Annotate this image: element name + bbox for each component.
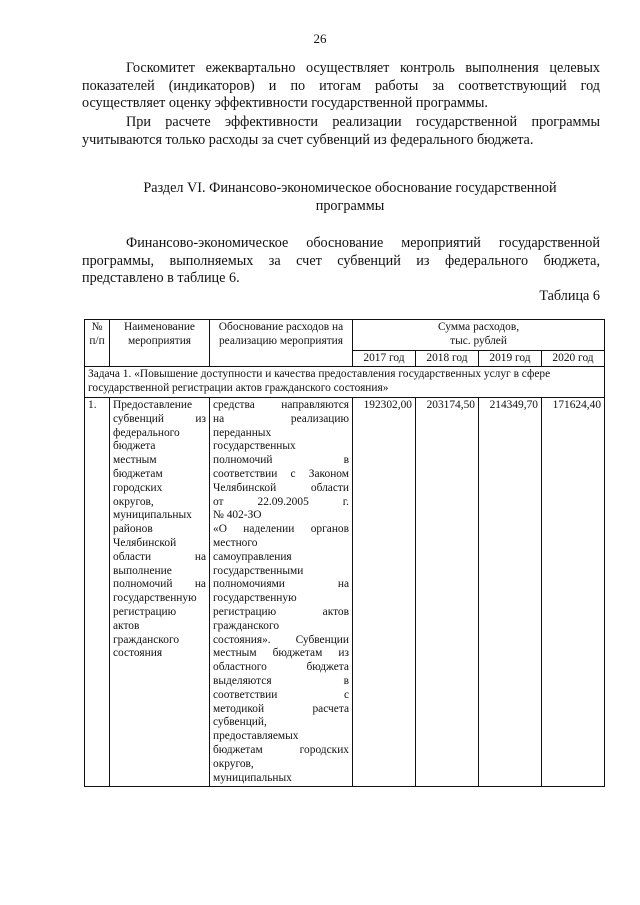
row-name-line: регистрацию <box>113 605 177 618</box>
row-basis-line: самоуправления <box>213 550 292 563</box>
row-basis-line: государственную <box>213 592 297 605</box>
row-basis-line: соответствии с <box>213 688 349 701</box>
row-basis-line: полномочий в <box>213 454 349 467</box>
paragraph-efficiency: При расчете эффективности реализации государственной программы учитываются только расходы за счет субвенций из федерального бюджета. <box>82 114 600 148</box>
header-sum <box>353 320 605 351</box>
task-row-text: Задача 1. «Повышение доступности и качества предоставления государственных услуг в сфере государственной регистрации актов гражданского состояния» <box>85 367 605 398</box>
row-name-line: федерального <box>113 426 180 439</box>
paragraph-control: Госкомитет ежеквартально осуществляет контроль выполнения целевых показателей (индикаторов) и по итогам работы за соответствующий год осуществляет оценку эффективности государственной программы. <box>82 60 600 111</box>
row-name-line: районов <box>113 523 153 536</box>
header-name: Наименование мероприятия <box>110 320 210 367</box>
page-number: 26 <box>313 31 327 46</box>
row-basis-line: областного бюджета <box>213 661 349 674</box>
row-basis-line: методикой расчета <box>213 702 349 715</box>
header-year-2017: 2017 год <box>353 350 416 367</box>
row-name-line: бюджета <box>113 440 156 453</box>
row-basis-line: Челябинской области <box>213 481 349 494</box>
row-basis-line: средства направляются <box>213 398 349 411</box>
row-basis-line: государственных <box>213 440 296 453</box>
row-name-line: актов <box>113 619 140 632</box>
row-basis-line: муниципальных <box>213 771 292 784</box>
header-year-2020: 2020 год <box>542 350 605 367</box>
row-name-line: гражданского <box>113 633 180 646</box>
row-basis-line: состояния». Субвенции <box>213 633 349 646</box>
row-value-2018: 203174,50 <box>416 397 479 786</box>
row-name-line: субвенций из <box>113 412 206 425</box>
row-basis-line: переданных <box>213 426 272 439</box>
header-basis: Обоснование расходов на реализацию мероприятия <box>210 320 353 367</box>
intro-paragraph: Финансово-экономическое обоснование мероприятий государственной программы, выполняемых за счет субвенций из федерального бюджета, представлено в таблице 6. <box>82 235 600 286</box>
header-year-2019: 2019 год <box>479 350 542 367</box>
table-row <box>85 397 605 786</box>
row-basis-line: соответствии с Законом <box>213 467 349 480</box>
row-name-line: Предоставление <box>113 398 193 411</box>
row-name-line: области на <box>113 550 206 563</box>
expenses-table <box>84 319 605 787</box>
row-basis-line: местным бюджетам из <box>213 647 349 660</box>
row-value-2017: 192302,00 <box>353 397 416 786</box>
row-name <box>110 397 210 786</box>
row-basis-line: предоставляемых <box>213 730 299 743</box>
row-basis-line: местного <box>213 536 258 549</box>
row-basis-line: «О наделении органов <box>213 523 349 536</box>
row-basis-line: на реализацию <box>213 412 349 425</box>
row-value-2019: 214349,70 <box>479 397 542 786</box>
section-title-line2: программы <box>315 197 385 214</box>
row-name-line: муниципальных <box>113 509 192 522</box>
row-name-line: местным <box>113 454 157 467</box>
row-basis <box>210 397 353 786</box>
row-basis-line: бюджетам городских <box>213 743 349 756</box>
section-title <box>100 180 600 215</box>
header-year-2018: 2018 год <box>416 350 479 367</box>
row-basis-line: выделяются в <box>213 674 349 687</box>
row-basis-line: субвенций, <box>213 716 267 729</box>
row-num: 1. <box>85 397 110 786</box>
row-basis-line: № 402-ЗО <box>213 509 262 522</box>
table-caption: Таблица 6 <box>539 288 600 304</box>
row-basis-line: регистрацию актов <box>213 605 349 618</box>
row-name-line: городских <box>113 481 163 494</box>
header-sum-line1: Сумма расходов, <box>437 321 520 333</box>
task-row <box>85 367 605 398</box>
row-basis-line: полномочиями на <box>213 578 349 591</box>
row-name-line: выполнение <box>113 564 172 577</box>
row-name-line: бюджетам <box>113 467 163 480</box>
row-basis-line: государственными <box>213 564 304 577</box>
header-num: № п/п <box>85 320 110 367</box>
row-name-line: состояния <box>113 647 163 660</box>
table-header-row <box>85 320 605 351</box>
row-basis-line: округов, <box>213 757 254 770</box>
row-name-line: государственную <box>113 592 197 605</box>
header-sum-line2: тыс. рублей <box>450 334 507 347</box>
row-name-line: полномочий на <box>113 578 206 591</box>
row-basis-line: гражданского <box>213 619 280 632</box>
row-value-2020: 171624,40 <box>542 397 605 786</box>
section-title-line1: Раздел VI. Финансово-экономическое обоснование государственной <box>143 180 557 196</box>
row-name-line: Челябинской <box>113 536 177 549</box>
row-basis-line: от 22.09.2005 г. <box>213 495 349 508</box>
row-name-line: округов, <box>113 495 154 508</box>
